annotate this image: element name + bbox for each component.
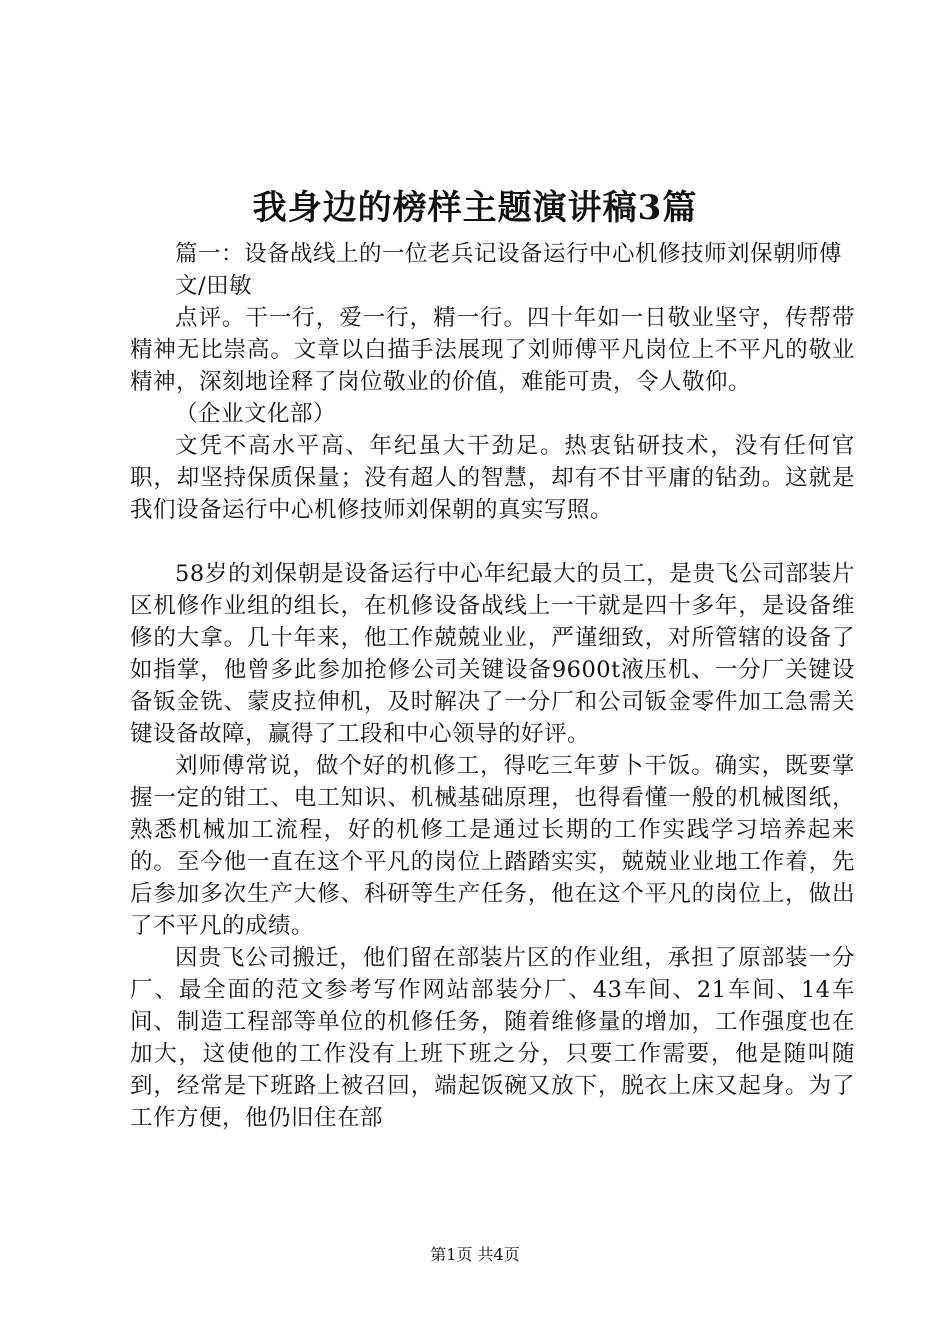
page-footer: 第1页 共4页 xyxy=(430,1245,520,1264)
paragraph-comment: 点评。干一行，爱一行，精一行。四十年如一日敬业坚守，传帮带精神无比崇高。文章以白描手法展现了刘师傅平凡岗位上不平凡的敬业精神，深刻地诠释了岗位敬业的价值，难能可贵，令人敬仰。 xyxy=(130,305,855,395)
document-body xyxy=(130,238,855,1134)
paragraph-heading: 篇一：设备战线上的一位老兵记设备运行中心机修技师刘保朝师傅 xyxy=(175,241,843,267)
paragraph-body: 因贵飞公司搬迁，他们留在部装片区的作业组，承担了原部装一分厂、最全面的范文参考写作网站部装分厂、43车间、21车间、14车间、制造工程部等单位的机修任务，随着维修量的增加，工作强度也在加大，这使他的工作没有上班下班之分，只要工作需要，他是随叫随到，经常是下班路上被召回，端起饭碗又放下，脱衣上床又起身。为了工作方便，他仍旧住在部 xyxy=(130,945,855,1131)
paragraph-body: 58岁的刘保朝是设备运行中心年纪最大的员工，是贵飞公司部装片区机修作业组的组长，在机修设备战线上一干就是四十多年，是设备维修的大拿。几十年来，他工作兢兢业业，严谨细致，对所管辖的设备了如指掌，他曾多此参加抢修公司关键设备9600t液压机、一分厂关键设备钣金铣、蒙皮拉伸机，及时解决了一分厂和公司钣金零件加工急需关键设备故障，赢得了工段和中心领导的好评。 xyxy=(130,561,855,747)
paragraph-intro: 文凭不高水平高、年纪虽大干劲足。热衷钻研技术，没有任何官职，却坚持保质保量；没有超人的智慧，却有不甘平庸的钻劲。这就是我们设备运行中心机修技师刘保朝的真实写照。 xyxy=(130,433,855,523)
paragraph-body: 刘师傅常说，做个好的机修工，得吃三年萝卜干饭。确实，既要掌握一定的钳工、电工知识、机械基础原理，也得看懂一般的机械图纸，熟悉机械加工流程，好的机修工是通过长期的工作实践学习培养起来的。至今他一直在这个平凡的岗位上踏踏实实，兢兢业业地工作着，先后参加多次生产大修、科研等生产任务，他在这个平凡的岗位上，做出了不平凡的成绩。 xyxy=(130,753,855,939)
paragraph-author: 文/田敏 xyxy=(175,273,253,299)
document-title: 我身边的榜样主题演讲稿3篇 xyxy=(252,188,698,228)
paragraph-comment-source: （企业文化部） xyxy=(175,401,337,427)
